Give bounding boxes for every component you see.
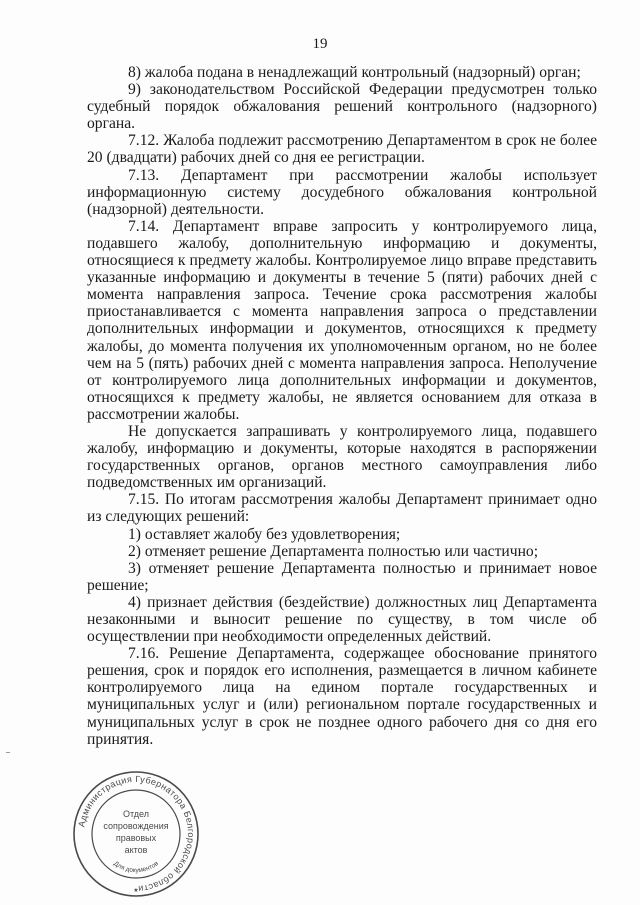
stamp-inner-arc-text: Для документов xyxy=(112,860,160,875)
svg-text:Для документов xyxy=(112,860,160,874)
paragraph-7-16: 7.16. Решение Департамента, содержащее обоснование принятого решения, срок и порядок его исполнения, размещается в личном кабинете контролируемого лица на едином портале государственных и муниципальных услуг и (или) региональном портале государственных и муниципальных услуг в срок не позднее одного рабочего дня со дня его принятия. xyxy=(87,645,597,748)
paragraph-item-9: 9) законодательством Российской Федерации предусмотрен только судебный порядок обжалования решений контрольного (надзорного) органа. xyxy=(87,81,597,133)
stamp-line-2: сопровождения xyxy=(103,821,169,831)
stamp-line-1: Отдел xyxy=(122,809,150,819)
official-stamp xyxy=(72,770,200,898)
paragraph-item-8: 8) жалоба подана в ненадлежащий контрольный (надзорный) орган; xyxy=(128,64,581,81)
document-body xyxy=(87,64,597,748)
paragraph-7-12: 7.12. Жалоба подлежит рассмотрению Департаментом в срок не более 20 (двадцати) рабочих дней со дня ее регистрации. xyxy=(87,132,597,167)
margin-mark xyxy=(6,752,10,753)
stamp-outer-text: Администрация Губернатора Белгородской области xyxy=(76,773,197,895)
paragraph-7-15: 7.15. По итогам рассмотрения жалобы Департамент принимает одно из следующих решений: xyxy=(87,491,597,526)
paragraph-7-14: 7.14. Департамент вправе запросить у контролируемого лица, подавшего жалобу, дополнительную информацию и документы, относящиеся к предмету жалобы. Контролируемое лицо вправе представить указанные информацию и документы в течение 5 (пяти) рабочих дней с момента направления запроса. Течение срока рассмотрения жалобы приостанавливается с момента направления запроса о представлении дополнительных информации и документов, относящихся к предмету жалобы, до момента получения их уполномоченным органом, но не более чем на 5 (пять) рабочих дней с момента направления запроса. Неполучение от контролируемого лица дополнительных информации и документов, относящихся к предмету жалобы, не является основанием для отказа в рассмотрении жалобы. xyxy=(87,217,597,423)
decision-item-4: 4) признает действия (бездействие) должностных лиц Департамента незаконными и выносит решение по существу, в том числе об осуществлении при необходимости определенных действий. xyxy=(87,593,597,646)
decision-item-3: 3) отменяет решение Департамента полностью и принимает новое решение; xyxy=(87,559,597,594)
paragraph-no-request: Не допускается запрашивать у контролируемого лица, подавшего жалобу, информацию и документы, которые находятся в распоряжении государственных органов, органов местного самоуправления либо подведомственных им организаций. xyxy=(87,422,597,492)
paragraph-7-13: 7.13. Департамент при рассмотрении жалобы использует информационную систему досудебного обжалования контрольной (надзорной) деятельности. xyxy=(87,166,597,218)
stamp-line-4: актов xyxy=(124,845,148,855)
stamp-line-3: правовых xyxy=(115,833,157,843)
page-number: 19 xyxy=(312,36,328,52)
star-icon: ★ xyxy=(133,887,139,894)
decision-item-2: 2) отменяет решение Департамента полностью или частично; xyxy=(128,542,539,560)
decision-item-1: 1) оставляет жалобу без удовлетворения; xyxy=(128,525,401,543)
